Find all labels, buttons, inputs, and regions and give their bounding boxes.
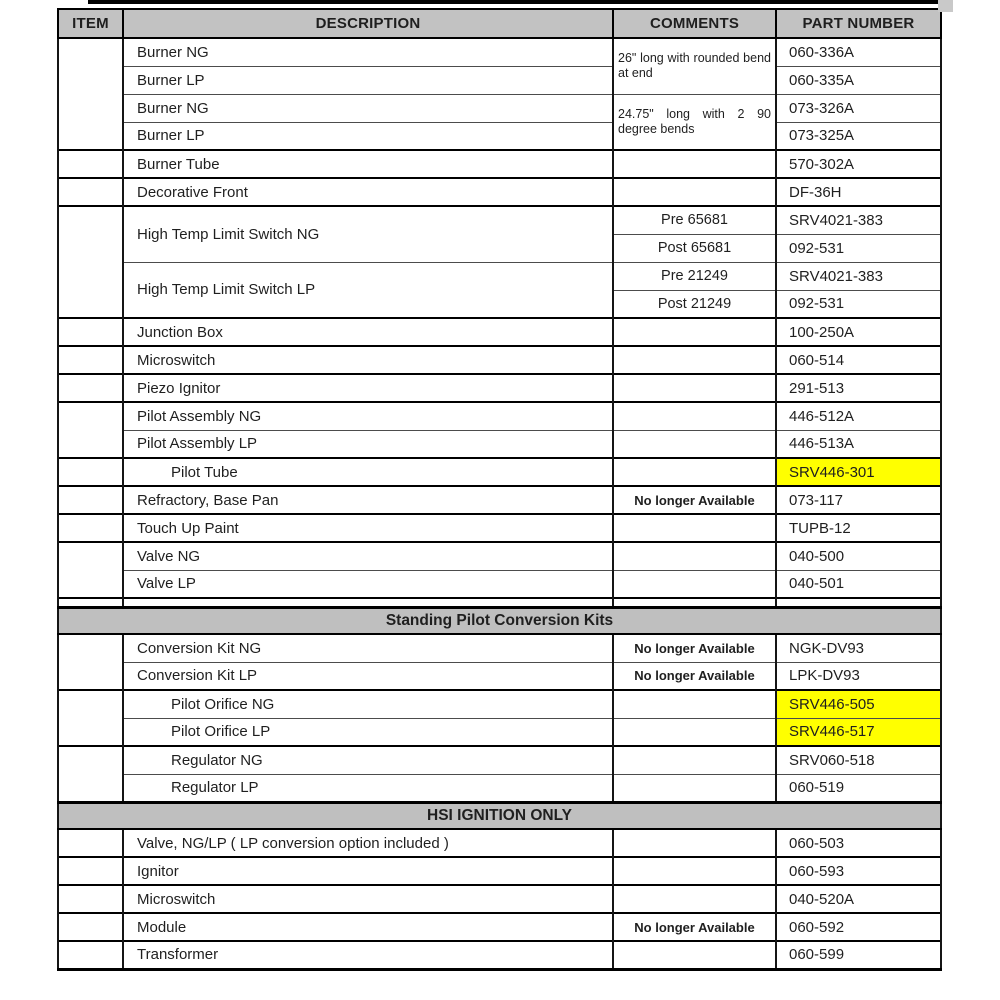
table-row: [58, 718, 941, 746]
description-cell: Microswitch: [123, 885, 613, 913]
part-number-cell: 073-325A: [776, 122, 941, 150]
item-cell: [58, 486, 123, 514]
comment-cell: [613, 178, 776, 206]
comment-cell: [613, 374, 776, 402]
comment-cell: [613, 746, 776, 774]
description-cell: Decorative Front: [123, 178, 613, 206]
comment-cell: [613, 402, 776, 430]
table-row: [58, 178, 941, 206]
comment-cell: No longer Available: [613, 913, 776, 941]
part-number-cell: 060-519: [776, 774, 941, 802]
comment-cell: [613, 570, 776, 598]
part-number-cell: 446-513A: [776, 430, 941, 458]
table-row: [58, 346, 941, 374]
comment-cell: No longer Available: [613, 634, 776, 662]
comment-cell: [613, 514, 776, 542]
description-cell: Microswitch: [123, 346, 613, 374]
comment-cell: [613, 542, 776, 570]
description-cell: High Temp Limit Switch NG: [123, 206, 613, 262]
table-row: [58, 662, 941, 690]
table-row: [58, 690, 941, 718]
part-number-cell: SRV4021-383: [776, 206, 941, 234]
table-row: [58, 66, 941, 94]
table-row: [58, 486, 941, 514]
description-cell: [123, 598, 613, 607]
table-row: [58, 318, 941, 346]
column-header-item: ITEM: [58, 9, 123, 38]
comment-cell: Post 65681: [613, 234, 776, 262]
comment-cell: [613, 458, 776, 486]
part-number-cell-highlighted: SRV446-517: [776, 718, 941, 746]
part-number-cell: 073-117: [776, 486, 941, 514]
comment-cell: 24.75" long with 2 90 degree bends: [613, 94, 776, 150]
table-row: [58, 402, 941, 430]
item-cell: [58, 885, 123, 913]
comment-cell: [613, 150, 776, 178]
item-cell: [58, 913, 123, 941]
comment-cell: Pre 21249: [613, 262, 776, 290]
table-row: [58, 829, 941, 857]
part-number-cell: 040-501: [776, 570, 941, 598]
description-cell: Regulator NG: [123, 746, 613, 774]
table-row: [58, 913, 941, 941]
table-row: [58, 430, 941, 458]
description-cell: Valve LP: [123, 570, 613, 598]
part-number-cell: DF-36H: [776, 178, 941, 206]
comment-cell: No longer Available: [613, 662, 776, 690]
item-cell: [58, 514, 123, 542]
description-cell: Regulator LP: [123, 774, 613, 802]
comment-cell: Post 21249: [613, 290, 776, 318]
header-row: [58, 9, 941, 38]
column-header-comments: COMMENTS: [613, 9, 776, 38]
item-cell: [58, 178, 123, 206]
item-cell: [58, 634, 123, 690]
part-number-cell: 060-335A: [776, 66, 941, 94]
part-number-cell: 092-531: [776, 234, 941, 262]
comment-cell: 26" long with rounded bend at end: [613, 38, 776, 94]
comment-cell: [613, 885, 776, 913]
item-cell: [58, 318, 123, 346]
part-number-cell: TUPB-12: [776, 514, 941, 542]
description-cell: Pilot Orifice NG: [123, 690, 613, 718]
description-cell: Transformer: [123, 941, 613, 969]
comment-cell: [613, 857, 776, 885]
item-cell: [58, 690, 123, 746]
page-top-rule: [88, 0, 940, 4]
part-number-cell: 073-326A: [776, 94, 941, 122]
table-row: [58, 458, 941, 486]
description-cell: Pilot Tube: [123, 458, 613, 486]
part-number-cell: NGK-DV93: [776, 634, 941, 662]
part-number-cell: 100-250A: [776, 318, 941, 346]
description-cell: Ignitor: [123, 857, 613, 885]
table-row: [58, 38, 941, 66]
table-row: [58, 514, 941, 542]
part-number-cell-highlighted: SRV446-301: [776, 458, 941, 486]
description-cell: Touch Up Paint: [123, 514, 613, 542]
item-cell: [58, 829, 123, 857]
table-row: [58, 570, 941, 598]
parts-table: [57, 8, 942, 971]
description-cell: Burner LP: [123, 66, 613, 94]
comment-cell: [613, 690, 776, 718]
comment-cell: [613, 318, 776, 346]
table-body: [58, 38, 941, 969]
description-cell: Burner LP: [123, 122, 613, 150]
comment-cell: [613, 941, 776, 969]
description-cell: Pilot Orifice LP: [123, 718, 613, 746]
table-row: [58, 746, 941, 774]
description-cell: Valve, NG/LP ( LP conversion option included ): [123, 829, 613, 857]
description-cell: Piezo Ignitor: [123, 374, 613, 402]
part-number-cell: SRV060-518: [776, 746, 941, 774]
comment-cell: [613, 430, 776, 458]
corner-fragment: [938, 0, 953, 12]
part-number-cell: 040-520A: [776, 885, 941, 913]
part-number-cell: 446-512A: [776, 402, 941, 430]
item-cell: [58, 38, 123, 150]
table-row: [58, 122, 941, 150]
comment-cell: Pre 65681: [613, 206, 776, 234]
table-row: [58, 774, 941, 802]
item-cell: [58, 150, 123, 178]
section-title: Standing Pilot Conversion Kits: [58, 607, 941, 634]
part-number-cell: 040-500: [776, 542, 941, 570]
part-number-cell: 291-513: [776, 374, 941, 402]
comment-cell: No longer Available: [613, 486, 776, 514]
item-cell: [58, 941, 123, 969]
part-number-cell: 570-302A: [776, 150, 941, 178]
part-number-cell: SRV4021-383: [776, 262, 941, 290]
comment-cell: [613, 718, 776, 746]
table-row: [58, 262, 941, 290]
table-row: [58, 857, 941, 885]
spacer-row: [58, 598, 941, 607]
description-cell: Refractory, Base Pan: [123, 486, 613, 514]
item-cell: [58, 746, 123, 802]
item-cell: [58, 598, 123, 607]
part-number-cell: 060-599: [776, 941, 941, 969]
description-cell: High Temp Limit Switch LP: [123, 262, 613, 318]
column-header-description: DESCRIPTION: [123, 9, 613, 38]
item-cell: [58, 206, 123, 318]
part-number-cell: 060-503: [776, 829, 941, 857]
item-cell: [58, 857, 123, 885]
part-number-cell: 092-531: [776, 290, 941, 318]
section-title: HSI IGNITION ONLY: [58, 802, 941, 829]
description-cell: Burner NG: [123, 94, 613, 122]
description-cell: Burner NG: [123, 38, 613, 66]
comment-cell: [613, 829, 776, 857]
part-number-cell: 060-336A: [776, 38, 941, 66]
table-row: [58, 941, 941, 969]
description-cell: Conversion Kit NG: [123, 634, 613, 662]
description-cell: Pilot Assembly LP: [123, 430, 613, 458]
description-cell: Conversion Kit LP: [123, 662, 613, 690]
part-number-cell: LPK-DV93: [776, 662, 941, 690]
comment-cell: [613, 598, 776, 607]
part-number-cell: 060-592: [776, 913, 941, 941]
part-number-cell: 060-593: [776, 857, 941, 885]
table-row: [58, 542, 941, 570]
description-cell: Pilot Assembly NG: [123, 402, 613, 430]
item-cell: [58, 346, 123, 374]
table-row: [58, 634, 941, 662]
table-row: [58, 885, 941, 913]
section-header-row: [58, 607, 941, 634]
description-cell: Burner Tube: [123, 150, 613, 178]
item-cell: [58, 458, 123, 486]
section-header-row: [58, 802, 941, 829]
column-header-part-number: PART NUMBER: [776, 9, 941, 38]
description-cell: Valve NG: [123, 542, 613, 570]
table-row: [58, 150, 941, 178]
part-number-cell: 060-514: [776, 346, 941, 374]
table-row: [58, 206, 941, 234]
table-header: [58, 9, 941, 38]
part-number-cell: [776, 598, 941, 607]
table-row: [58, 374, 941, 402]
description-cell: Module: [123, 913, 613, 941]
description-cell: Junction Box: [123, 318, 613, 346]
table-row: [58, 94, 941, 122]
comment-cell: [613, 774, 776, 802]
comment-cell: [613, 346, 776, 374]
item-cell: [58, 374, 123, 402]
item-cell: [58, 542, 123, 598]
part-number-cell-highlighted: SRV446-505: [776, 690, 941, 718]
item-cell: [58, 402, 123, 458]
